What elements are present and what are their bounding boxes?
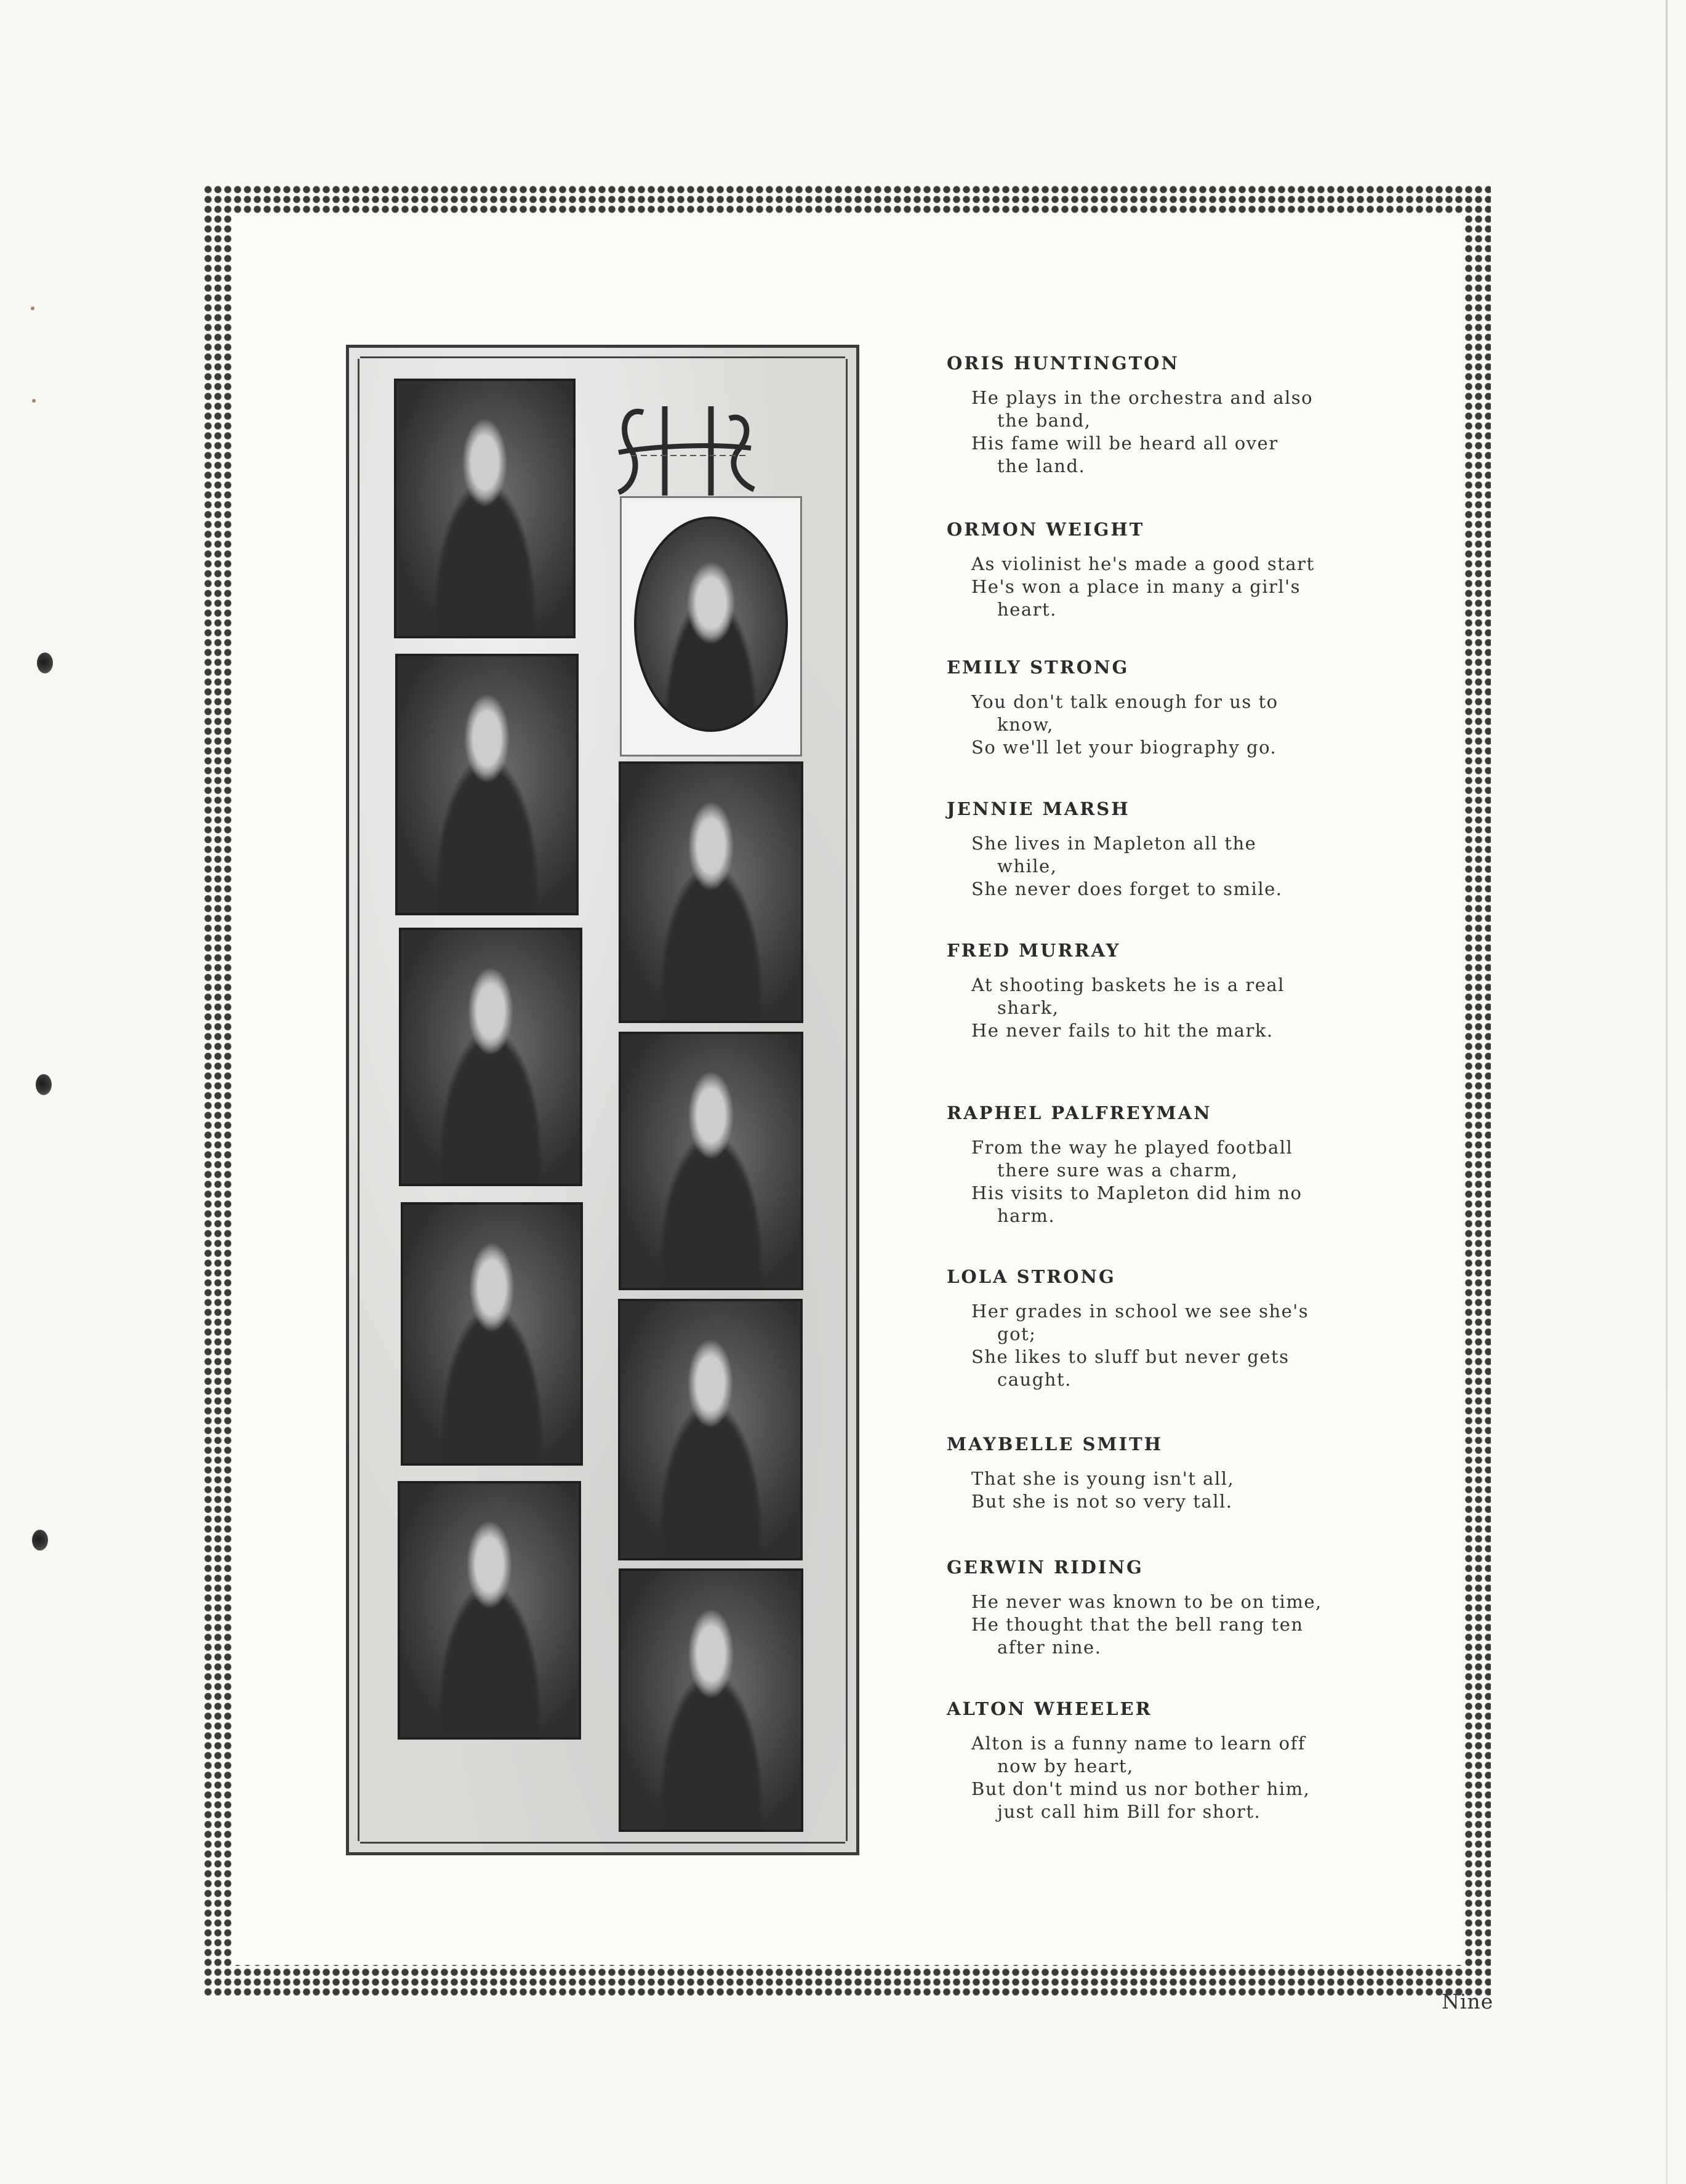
student-verse xyxy=(971,1300,1359,1391)
portrait-gerwin-riding xyxy=(398,1481,581,1740)
student-name: ORIS HUNTINGTON xyxy=(947,353,1179,374)
portrait-jennie-marsh xyxy=(619,761,803,1023)
portrait-raphel-palfreyman xyxy=(619,1032,803,1290)
verse-line: Her grades in school we see she's xyxy=(971,1301,1309,1322)
panel-right-rule xyxy=(846,359,848,1841)
verse-line: At shooting baskets he is a real xyxy=(971,974,1285,995)
verse-line: He plays in the orchestra and also xyxy=(971,387,1314,408)
binder-hole xyxy=(37,652,53,673)
portrait-frame-ormon-weight xyxy=(620,496,802,757)
verse-line: His fame will be heard all over xyxy=(971,433,1279,454)
student-verse xyxy=(971,553,1359,621)
binder-hole xyxy=(36,1074,52,1095)
student-entry xyxy=(947,798,1365,901)
verse-line: He's won a place in many a girl's xyxy=(971,576,1301,597)
panel-bottom-rule xyxy=(360,1842,845,1844)
student-name: ORMON WEIGHT xyxy=(947,519,1145,540)
verse-line: know, xyxy=(997,714,1054,735)
verse-line: She never does forget to smile. xyxy=(971,878,1283,899)
portrait-emily-strong xyxy=(395,654,579,915)
student-entry xyxy=(947,1698,1365,1823)
verse-line: That she is young isn't all, xyxy=(971,1468,1235,1489)
page-number: Nine xyxy=(1442,1989,1494,2013)
student-verse xyxy=(971,1591,1359,1659)
student-entry xyxy=(947,518,1365,621)
verse-line: shark, xyxy=(997,997,1059,1018)
student-entry xyxy=(947,939,1365,1042)
verse-line: She likes to sluff but never gets xyxy=(971,1346,1290,1367)
verse-line: caught. xyxy=(997,1369,1072,1390)
verse-line: He never fails to hit the mark. xyxy=(971,1020,1274,1041)
verse-line: So we'll let your biography go. xyxy=(971,737,1277,758)
paper-speck xyxy=(31,307,34,310)
verse-line: got; xyxy=(997,1323,1037,1344)
verse-line: He thought that the bell rang ten xyxy=(971,1614,1304,1635)
student-name: LOLA STRONG xyxy=(947,1266,1116,1287)
portrait-oris-huntington xyxy=(394,379,576,638)
portrait-fred-murray xyxy=(399,928,582,1186)
student-verse xyxy=(971,974,1359,1042)
student-verse xyxy=(971,1136,1359,1227)
verse-line: As violinist he's made a good start xyxy=(971,553,1315,574)
school-monogram-emblem xyxy=(606,394,760,499)
verse-line: But don't mind us nor bother him, xyxy=(971,1778,1311,1799)
student-verse xyxy=(971,1467,1359,1513)
portrait-maybelle-smith xyxy=(618,1299,803,1560)
verse-line: heart. xyxy=(997,599,1057,620)
student-name: FRED MURRAY xyxy=(947,940,1121,961)
portrait-lola-strong xyxy=(401,1202,583,1466)
student-entry xyxy=(947,1556,1365,1659)
student-entry xyxy=(947,1433,1365,1513)
verse-line: there sure was a charm, xyxy=(997,1160,1238,1181)
student-name: ALTON WHEELER xyxy=(947,1698,1152,1719)
verse-line: the band, xyxy=(997,410,1091,431)
student-name: RAPHEL PALFREYMAN xyxy=(947,1102,1212,1123)
panel-left-rule xyxy=(358,359,359,1841)
page-edge xyxy=(1666,0,1668,2184)
paper-speck xyxy=(32,399,36,403)
verse-line: Alton is a funny name to learn off xyxy=(971,1733,1306,1754)
student-verse xyxy=(971,387,1359,478)
portrait-alton-wheeler xyxy=(619,1568,803,1832)
student-entry xyxy=(947,1102,1365,1227)
verse-line: harm. xyxy=(997,1205,1056,1226)
verse-line: while, xyxy=(997,856,1058,877)
student-verse xyxy=(971,691,1359,759)
verse-line: after nine. xyxy=(997,1637,1102,1658)
portrait-ormon-weight xyxy=(634,516,788,732)
panel-top-rule xyxy=(360,356,845,358)
student-name: MAYBELLE SMITH xyxy=(947,1434,1163,1455)
verse-line: the land. xyxy=(997,456,1086,476)
verse-line: She lives in Mapleton all the xyxy=(971,833,1257,854)
student-entry xyxy=(947,656,1365,759)
student-name: EMILY STRONG xyxy=(947,657,1130,678)
student-name: GERWIN RIDING xyxy=(947,1557,1144,1578)
verse-line: His visits to Mapleton did him no xyxy=(971,1182,1303,1203)
student-name: JENNIE MARSH xyxy=(947,798,1130,819)
verse-line: now by heart, xyxy=(997,1756,1134,1777)
student-entry xyxy=(947,352,1365,478)
verse-line: He never was known to be on time, xyxy=(971,1591,1322,1612)
verse-line: But she is not so very tall. xyxy=(971,1491,1233,1512)
binder-hole xyxy=(32,1530,48,1551)
verse-line: You don't talk enough for us to xyxy=(971,691,1279,712)
verse-line: just call him Bill for short. xyxy=(997,1801,1261,1822)
student-entry xyxy=(947,1266,1365,1391)
verse-line: From the way he played football xyxy=(971,1137,1293,1158)
student-verse xyxy=(971,832,1359,901)
student-verse xyxy=(971,1732,1359,1823)
